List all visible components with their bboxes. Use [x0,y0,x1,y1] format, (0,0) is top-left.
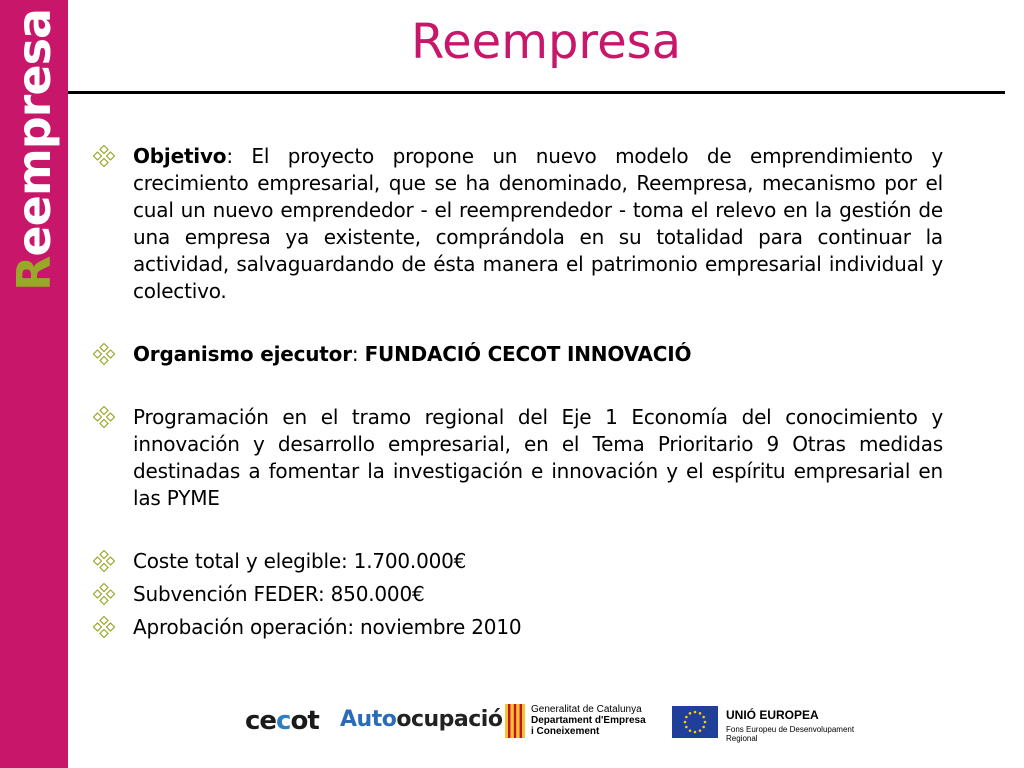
eu-logo [672,706,855,743]
bullet-objetivo [93,143,943,305]
gencat-line1: Generalitat de Catalunya [531,704,642,715]
eu-line2: Fons Europeu de Desenvolupament Regional [726,725,855,743]
eu-flag-icon [672,706,718,738]
title-divider [68,91,1005,94]
bullet-aprobacion [93,614,943,641]
slide-title: Reempresa [410,14,682,70]
bullet-value: FUNDACIÓ CECOT INNOVACIÓ [364,342,692,366]
bullet-organismo [93,341,943,368]
bullet-text: Coste total y elegible: 1.700.000€ [133,549,467,573]
sidebar-banner [0,0,68,768]
diamond-bullet-icon [93,616,115,638]
generalitat-logo [505,704,646,744]
diamond-bullet-icon [93,406,115,428]
cecot-logo: cecot [245,706,319,736]
autoocupacio-logo: Autoocupació [340,707,503,732]
footer-logos [240,700,880,748]
reempresa-vertical-logo: Reempresa [7,9,61,291]
diamond-bullet-icon [93,583,115,605]
diamond-bullet-icon [93,550,115,572]
bullet-text: Programación en el tramo regional del Eje 1 Economía del conocimiento y innovación y desarrollo empresarial, en el Tema Prioritario 9 Otras medidas destinadas a fomentar la investigación e innovación y el espíritu empresarial en las PYME [133,405,943,510]
senyera-icon [505,704,525,738]
bullet-text: : El proyecto propone un nuevo modelo de emprendimiento y crecimiento empresarial, que se ha denominado, Reempresa, mecanismo por el cual un nuevo emprendedor - el reemprendedor - toma el relevo en la gestión de una empresa ya existente, comprándola en su totalidad para continuar la actividad, salvaguardando de ésta manera el patrimonio empresarial individual y colectivo. [133,144,943,303]
bullet-text: : [351,342,365,366]
bullet-label: Objetivo [133,144,227,168]
bullet-text: Subvención FEDER: 850.000€ [133,582,425,606]
diamond-bullet-icon [93,343,115,365]
diamond-bullet-icon [93,145,115,167]
eu-line1: UNIÓ EUROPEA [726,708,819,722]
bullet-coste [93,548,943,575]
bullet-subvencion [93,581,943,608]
gencat-line3: i Coneixement [531,726,600,737]
bullet-text: Aprobación operación: noviembre 2010 [133,615,522,639]
gencat-line2: Departament d'Empresa [531,715,646,726]
bullet-programacion [93,404,943,512]
bullet-list [93,143,943,641]
bullet-label: Organismo ejecutor [133,342,352,366]
